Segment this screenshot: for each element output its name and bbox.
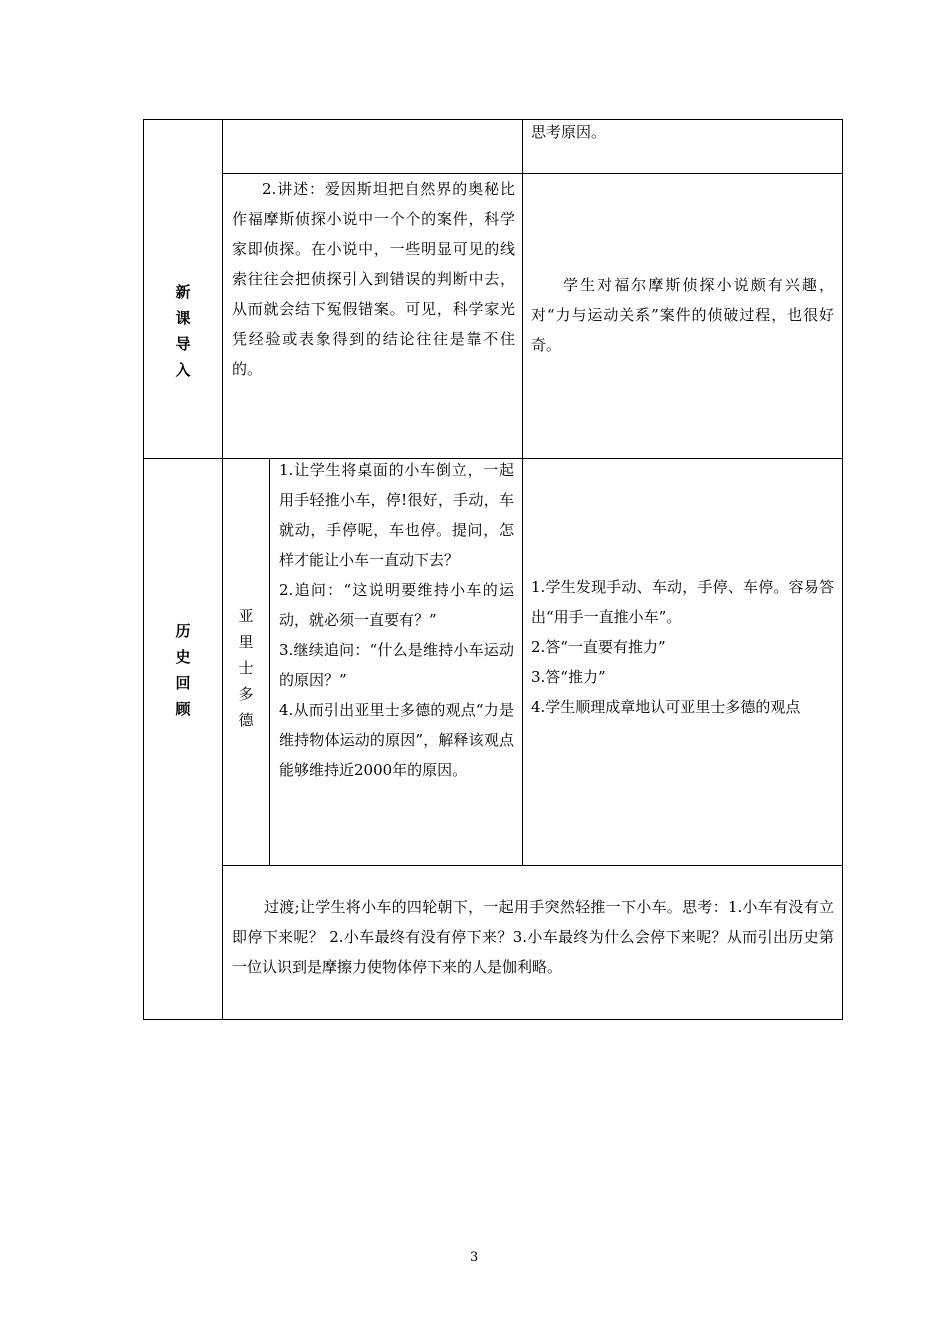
teacher-paragraph: 1.让学生将桌面的小车倒立，一起用手轻推小车，停!很好，手动，车就动，手停呢，车也停。提问，怎样才能让小车一直动下去？ [279,461,514,569]
section-char: 入 [175,361,191,379]
student-paragraph: 4.学生顺理成章地认可亚里士多德的观点 [531,698,801,716]
section-char: 史 [175,648,191,666]
student-text: 思考原因。 [531,123,607,141]
section-char: 新 [175,283,191,301]
section-char: 回 [175,674,191,692]
teacher-cell [232,174,515,384]
sub-label-aristotle [236,603,256,733]
row-divider [222,865,843,866]
teacher-paragraph: 4.从而引出亚里士多德的观点“力是维持物体运动的原因”，解释该观点能够维持近2000年的原因。 [279,701,514,779]
section-char: 导 [175,335,191,353]
page-number: 3 [470,1250,479,1265]
student-text: 学生对福尔摩斯侦探小说颇有兴趣，对“力与运动关系”案件的侦破过程，也很好奇。 [531,276,834,354]
section-char: 历 [175,622,191,640]
section-label-history-review [173,618,193,722]
sub-char: 亚 [238,607,254,625]
section-label-new-lesson [173,279,193,383]
section-char: 课 [175,309,191,327]
teacher-paragraph: 2.追问：“这说明要维持小车的运动，就必须一直要有？” [279,581,514,629]
student-cell [531,572,834,722]
sub-char: 士 [238,659,254,677]
sub-char: 里 [238,633,254,651]
transition-text: 过渡;让学生将小车的四轮朝下，一起用手突然轻推一下小车。思考：1.小车有没有立即停下来呢？ 2.小车最终有没有停下来？3.小车最终为什么会停下来呢？从而引出历史第一位认识到是摩擦力使物体停下来的人是伽利略。 [232,898,834,976]
sub-char: 多 [238,685,254,703]
student-cell [531,270,834,360]
column-divider [222,119,223,1020]
sub-char: 德 [238,711,254,729]
table-border-bottom [143,1019,843,1020]
teacher-paragraph: 3.继续追问：“什么是维持小车运动的原因？” [279,641,514,689]
transition-cell [232,892,834,982]
student-paragraph: 2.答“一直要有推力” [531,638,666,656]
section-char: 顾 [175,700,191,718]
student-paragraph: 1.学生发现手动、车动，手停、车停。容易答出“用手一直推小车”。 [531,578,834,626]
student-paragraph: 3.答“推力” [531,668,606,686]
student-cell [531,117,831,147]
column-divider [522,119,523,866]
teacher-text: 2.讲述：爱因斯坦把自然界的奥秘比作福摩斯侦探小说中一个个的案件，科学家即侦探。在小说中，一些明显可见的线索往往会把侦探引入到错误的判断中去，从而就会结下冤假错案。可见，科学家光凭经验或表象得到的结论往往是靠不住的。 [232,180,515,378]
column-divider [269,458,270,866]
teacher-cell [279,455,514,785]
table-border-left [143,119,144,1020]
table-border-right [842,119,843,1020]
